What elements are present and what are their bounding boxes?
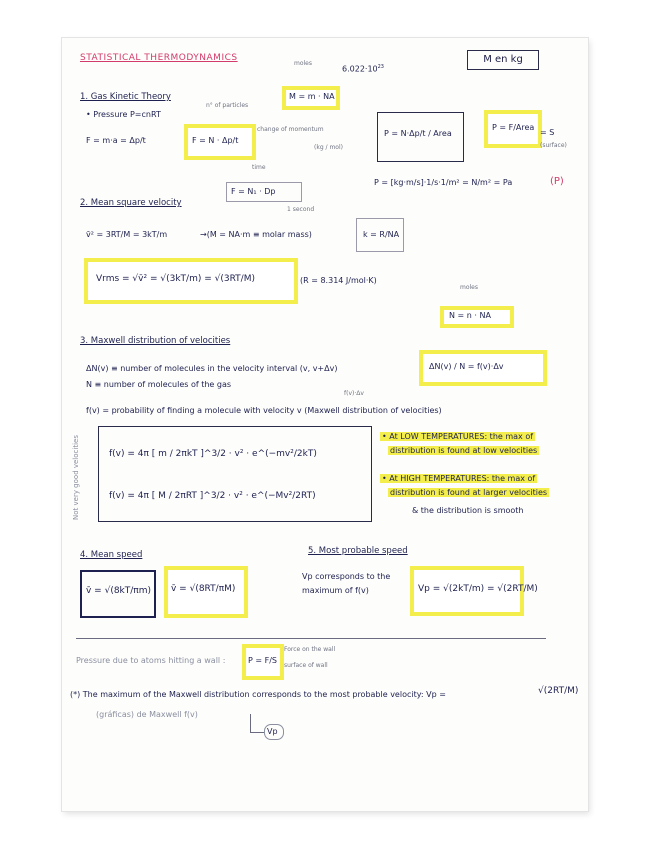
molar-mass-note: →(M = NA·m ≡ molar mass) <box>200 230 312 239</box>
ratio-box: ΔN(v) / N = f(v)·Δv <box>419 350 547 386</box>
most-probable-desc-2: maximum of f(v) <box>302 586 369 595</box>
f-delta-v-note: f(v)·Δv <box>344 390 364 397</box>
time-note: time <box>252 164 266 171</box>
pressure-units: P = [kg·m/s]·1/s·1/m² = N/m² = Pa <box>374 178 513 187</box>
maxwell-formula-k: f(v) = 4π [ m / 2πkT ]^3/2 · v² · e^(−mv²/2kT) <box>109 449 317 459</box>
molar-mass-box: M = m · NA <box>282 86 340 110</box>
force-wall-note: Force on the wall <box>284 646 336 653</box>
side-note: Not very good velocities <box>72 435 80 520</box>
vp-circle: Vp <box>264 724 284 740</box>
avogadro-value: $6.022\cdot 10^{23}$ <box>342 64 384 74</box>
force-box: F = N · Δp/t <box>184 124 256 160</box>
graph-arrow-vertical <box>250 714 251 732</box>
smooth-note: & the distribution is smooth <box>412 506 524 515</box>
boltzmann-box: k = R/NA <box>356 218 404 252</box>
particle-count-box: N = n · NA <box>440 306 514 328</box>
second-note: 1 second <box>287 206 315 213</box>
pressure-wall-box: P = F/S <box>242 644 284 680</box>
maxwell-formula-box <box>98 426 372 522</box>
mean-square-equation: v̄² = 3RT/M = 3kT/m <box>86 230 168 239</box>
low-temp-note-2: distribution is found at low velocities <box>390 446 538 455</box>
molar-mass-units: (kg / mol) <box>314 144 343 151</box>
divider-line <box>76 638 546 639</box>
maximum-line: (*) The maximum of the Maxwell distribution corresponds to the most probable velocity: Vp = <box>70 690 446 699</box>
page-title: STATISTICAL THERMODYNAMICS <box>80 53 238 63</box>
maximum-root: √(2RT/M) <box>538 686 579 696</box>
surface-note: (surface) <box>540 142 567 149</box>
most-probable-desc-1: Vp corresponds to the <box>302 572 391 581</box>
n-definition: N ≡ number of molecules of the gas <box>86 380 232 389</box>
high-temp-note-1: • At HIGH TEMPERATURES: the max of <box>382 474 536 483</box>
mass-small-note: moles <box>294 60 312 67</box>
section1-heading: 1. Gas Kinetic Theory <box>80 92 171 102</box>
section3-heading: 3. Maxwell distribution of velocities <box>80 336 231 346</box>
high-temp-note-2: distribution is found at larger velocities <box>390 488 548 497</box>
low-temp-note-1: • At LOW TEMPERATURES: the max of <box>382 432 534 441</box>
gas-constant-value: (R = 8.314 J/mol·K) <box>300 276 377 285</box>
force-equation: F = m·a = Δp/t <box>86 136 146 145</box>
section5-heading: 5. Most probable speed <box>308 546 408 556</box>
graph-note: (gráficas) de Maxwell f(v) <box>96 710 198 719</box>
section4-heading: 4. Mean speed <box>80 550 143 560</box>
delta-n-definition: ΔN(v) ≡ number of molecules in the velocity interval (v, v+Δv) <box>86 364 338 373</box>
pressure-line: Pressure due to atoms hitting a wall : <box>76 656 226 665</box>
moles-note: moles <box>460 284 478 291</box>
pressure-result-box: P = F/Area <box>484 110 542 148</box>
mean-speed-box-r: v̄ = √(8RT/πM) <box>164 566 248 618</box>
vrms-box: Vrms = √v̄² = √(3kT/m) = √(3RT/M) <box>84 258 298 304</box>
pressure-bullet: • Pressure P=cnRT <box>86 110 161 119</box>
graph-arrow-horizontal <box>250 732 264 733</box>
surface-equals: = S <box>540 128 555 137</box>
pressure-symbol-label: (P) <box>550 176 564 187</box>
maxwell-formula-r: f(v) = 4π [ M / 2πRT ]^3/2 · v² · e^(−Mv²/2RT) <box>109 491 316 501</box>
notebook-page <box>62 38 588 811</box>
f-definition: f(v) = probability of finding a molecule with velocity v (Maxwell distribution of velocities) <box>86 406 442 415</box>
mean-speed-box-k: v̄ = √(8kT/πm) <box>80 570 156 618</box>
units-box: M en kg <box>467 50 539 70</box>
momentum-note: change of momentum <box>257 126 324 133</box>
most-probable-box: Vp = √(2kT/m) = √(2RT/M) <box>410 566 524 616</box>
pressure-area-box: P = N·Δp/t / Area <box>377 112 464 162</box>
second-force-box: F = N₁ · Dp <box>226 182 302 202</box>
particles-note: n° of particles <box>206 102 249 109</box>
section2-heading: 2. Mean square velocity <box>80 198 182 208</box>
surface-wall-note: surface of wall <box>284 662 328 669</box>
